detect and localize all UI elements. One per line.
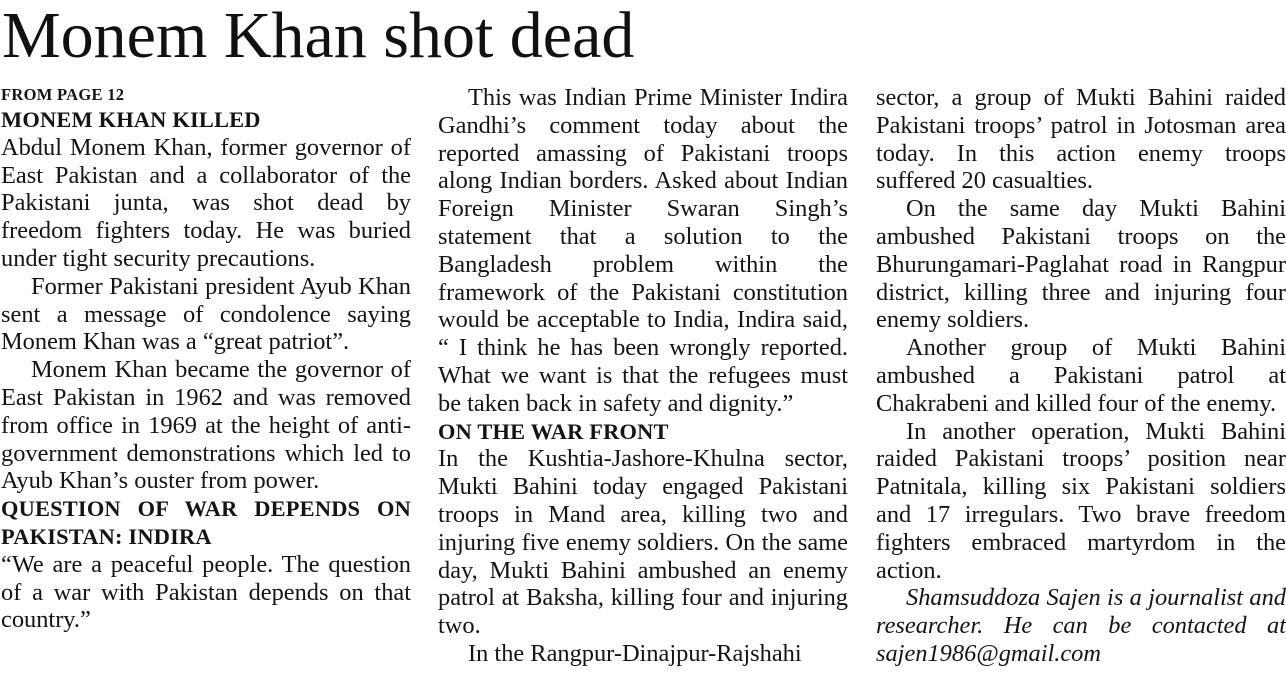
article-column-3: [876, 84, 1286, 668]
subheading-monem-khan-killed: MONEM KHAN KILLED: [1, 107, 261, 132]
paragraph: On the same day Mukti Bahini ambushed Pakistani troops on the Bhurungamari-Paglahat road in Rangpur district, killing three and injuring four enemy soldiers.: [876, 195, 1286, 334]
article-column-1: [1, 84, 411, 634]
paragraph: Another group of Mukti Bahini ambushed a Pakistani patrol at Chakrabeni and killed four of the enemy.: [876, 334, 1286, 417]
paragraph: “We are a peaceful people. The question of a war with Pakistan depends on that country.”: [1, 550, 411, 634]
paragraph: Monem Khan became the governor of East Pakistan in 1962 and was removed from office in 1969 at the height of anti-government demonstrations which led to Ayub Khan’s ouster from power.: [1, 356, 411, 495]
paragraph: In the Rangpur-Dinajpur-Rajshahi: [468, 639, 802, 667]
paragraph: In another operation, Mukti Bahini raided Pakistani troops’ position near Patnitala, killing six Pakistani soldiers and 17 irregulars. Two brave freedom fighters embraced martyrdom in the action.: [876, 417, 1286, 584]
continuation-note: FROM PAGE 12: [1, 85, 125, 104]
article-column-2: [438, 84, 848, 668]
author-byline: Shamsuddoza Sajen is a journalist and researcher. He can be contacted at sajen1986@gmail.com: [876, 584, 1286, 667]
paragraph: sector, a group of Mukti Bahini raided Pakistani troops’ patrol in Jotosman area today. In this action enemy troops suffered 20 casualties.: [876, 84, 1286, 195]
paragraph: Former Pakistani president Ayub Khan sent a message of condolence saying Monem Khan was a “great patriot”.: [1, 272, 411, 356]
paragraph: In the Kushtia-Jashore-Khulna sector, Mukti Bahini today engaged Pakistani troops in Mand area, killing two and injuring five enemy soldiers. On the same day, Mukti Bahini ambushed an enemy patrol at Baksha, killing four and injuring two.: [438, 445, 848, 640]
paragraph: This was Indian Prime Minister Indira Gandhi’s comment today about the reported amassing of Pakistani troops along Indian borders. Asked about Indian Foreign Minister Swaran Singh’s statement that a solution to the Bangladesh problem within the framework of the Pakistani constitution would be acceptable to India, Indira said, “ I think he has been wrongly reported. What we want is that the refugees must be taken back in safety and dignity.”: [438, 84, 848, 417]
subheading-war-front: ON THE WAR FRONT: [438, 418, 669, 444]
paragraph: Abdul Monem Khan, former governor of East Pakistan and a collaborator of the Pakistani junta, was shot dead by freedom fighters today. He was buried under tight security precautions.: [1, 133, 411, 272]
subheading-question-of-war: QUESTION OF WAR DEPENDS ON PAKISTAN: INDIRA: [1, 496, 411, 549]
headline: Monem Khan shot dead: [2, 0, 635, 72]
